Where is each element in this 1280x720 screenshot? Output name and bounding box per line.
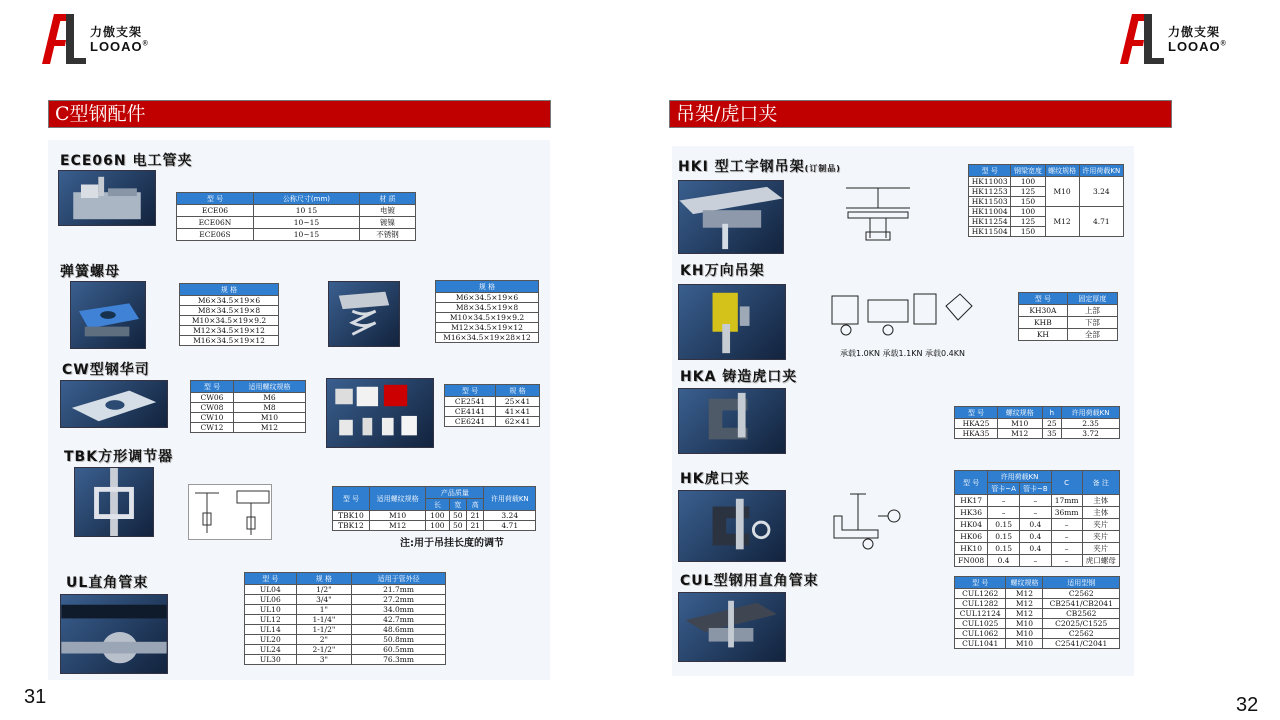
table-row — [180, 336, 279, 346]
cell: 4.71 — [1079, 207, 1123, 237]
tbk-note: 注:用于吊挂长度的调节 — [400, 538, 504, 549]
cw-title: CW型钢华司 — [62, 362, 150, 378]
cell: 25×41 — [496, 397, 540, 407]
cell: KHB — [1019, 317, 1068, 329]
cell: CW10 — [191, 413, 234, 423]
table-row — [969, 207, 1124, 217]
section-title-right: 吊架/虎口夹 — [669, 100, 1172, 128]
table-row — [177, 217, 416, 229]
table-row — [955, 555, 1120, 567]
cell: 上部 — [1067, 305, 1117, 317]
cell: M10×34.5×19×9.2 — [180, 316, 279, 326]
table-row — [177, 205, 416, 217]
table-row — [191, 403, 306, 413]
cell: – — [988, 495, 1020, 507]
cell: M12 — [369, 521, 425, 531]
cell: M10 — [1006, 619, 1043, 629]
table-row — [955, 519, 1120, 531]
cell: M16×34.5×19×12 — [180, 336, 279, 346]
kh-photo — [678, 284, 786, 360]
cell: M10×34.5×19×9.2 — [436, 313, 539, 323]
cell: HK11503 — [969, 197, 1011, 207]
cell: 3.24 — [1079, 177, 1123, 207]
cul-header: 适用型钢 — [1043, 577, 1120, 589]
cw-photo — [60, 380, 168, 428]
cell: UL14 — [245, 625, 297, 635]
cell: – — [988, 507, 1020, 519]
table-row — [180, 316, 279, 326]
cell: 21 — [467, 511, 484, 521]
cw-table — [190, 380, 306, 433]
cell: C2562 — [1043, 629, 1120, 639]
cell: M10 — [1006, 629, 1043, 639]
cell: – — [1051, 531, 1082, 543]
cell: 不锈钢 — [360, 229, 416, 241]
table-row — [445, 407, 540, 417]
cell: M12×34.5×19×12 — [180, 326, 279, 336]
hki-title — [678, 156, 841, 176]
table-row — [1019, 317, 1118, 329]
cell: 夹片 — [1082, 543, 1120, 555]
ce-table — [444, 384, 540, 427]
cell: TBK10 — [333, 511, 370, 521]
cell: C2562 — [1043, 589, 1120, 599]
table-row — [955, 629, 1120, 639]
cell: 1-1/4" — [296, 615, 352, 625]
cell: M12 — [1006, 599, 1043, 609]
kh-title: KH万向吊架 — [680, 263, 765, 279]
cell: 2-1/2" — [296, 645, 352, 655]
cell: 48.6mm — [352, 625, 446, 635]
ce-header: 规 格 — [496, 385, 540, 397]
cell: 3/4" — [296, 595, 352, 605]
cell: CE6241 — [445, 417, 496, 427]
tbk-header: 宽 — [449, 499, 466, 511]
logo-mark-icon — [40, 12, 88, 66]
table-row — [955, 531, 1120, 543]
cell: M12 — [1045, 207, 1079, 237]
cell: 0.4 — [988, 555, 1020, 567]
logo-left — [40, 12, 149, 66]
cell: 10~15 — [253, 229, 359, 241]
table-row — [191, 413, 306, 423]
cell: 35 — [1042, 429, 1062, 439]
spring-table-2 — [435, 280, 539, 343]
ce-header: 型 号 — [445, 385, 496, 397]
cell: HK11003 — [969, 177, 1011, 187]
hk-header: C — [1051, 471, 1082, 495]
ece-table — [176, 192, 416, 241]
cell: 25 — [1042, 419, 1062, 429]
table-row — [180, 326, 279, 336]
table-row — [333, 511, 536, 521]
cell: TBK12 — [333, 521, 370, 531]
cell: 34.0mm — [352, 605, 446, 615]
hki-title-text: HKI 型工字钢吊架 — [678, 159, 805, 175]
cell: 100 — [426, 511, 449, 521]
cell: – — [1019, 555, 1051, 567]
cell: CE4141 — [445, 407, 496, 417]
cell: 42.7mm — [352, 615, 446, 625]
tbk-header: 适用螺纹规格 — [369, 487, 425, 511]
cell: M6 — [233, 393, 305, 403]
hka-header: 螺纹规格 — [997, 407, 1042, 419]
logo-mark-icon — [1118, 12, 1166, 66]
cell: C2025/C1525 — [1043, 619, 1120, 629]
catalog-panel-right — [672, 146, 1134, 676]
table-row — [969, 177, 1124, 187]
spring-header: 规 格 — [180, 284, 279, 296]
cell: CW08 — [191, 403, 234, 413]
cell: 36mm — [1051, 507, 1082, 519]
cell: M12×34.5×19×12 — [436, 323, 539, 333]
cell: M6×34.5×19×6 — [180, 296, 279, 306]
cell: CW06 — [191, 393, 234, 403]
cell: 镀镍 — [360, 217, 416, 229]
cell: HK06 — [955, 531, 988, 543]
spring-table-1 — [179, 283, 279, 346]
cell: 10~15 — [253, 217, 359, 229]
cell: 夹片 — [1082, 531, 1120, 543]
cul-header: 螺纹规格 — [1006, 577, 1043, 589]
cell: 2" — [296, 635, 352, 645]
cell: ECE06S — [177, 229, 254, 241]
cell: 1/2" — [296, 585, 352, 595]
cell: CUL1062 — [955, 629, 1006, 639]
hk-header: 管卡~B — [1019, 483, 1051, 495]
table-row — [245, 625, 446, 635]
tbk-header: 产品质量 — [426, 487, 484, 499]
cul-table — [954, 576, 1120, 649]
cell: HK11004 — [969, 207, 1011, 217]
table-row — [955, 419, 1120, 429]
table-row — [245, 585, 446, 595]
ul-header: 适用于管外径 — [352, 573, 446, 585]
cell: 76.3mm — [352, 655, 446, 665]
cell: UL12 — [245, 615, 297, 625]
table-row — [436, 303, 539, 313]
cell: 27.2mm — [352, 595, 446, 605]
hki-header: 型 号 — [969, 165, 1011, 177]
tbk-title: TBK方形调节器 — [64, 449, 174, 465]
table-row — [436, 313, 539, 323]
spring-photo-2 — [328, 281, 400, 347]
logo-cn: 力傲支架 — [1168, 24, 1221, 39]
table-row — [436, 293, 539, 303]
logo-reg: ® — [142, 40, 149, 48]
hki-header: 钢梁宽度 — [1011, 165, 1045, 177]
table-row — [955, 639, 1120, 649]
cell: HK17 — [955, 495, 988, 507]
cell: 0.4 — [1019, 531, 1051, 543]
cul-header: 型 号 — [955, 577, 1006, 589]
cell: HK11253 — [969, 187, 1011, 197]
hka-table — [954, 406, 1120, 439]
table-row — [245, 635, 446, 645]
cell: UL04 — [245, 585, 297, 595]
cell: FN008 — [955, 555, 988, 567]
cell: M12 — [1006, 589, 1043, 599]
cell: UL06 — [245, 595, 297, 605]
cell: 17mm — [1051, 495, 1082, 507]
cell: 125 — [1011, 187, 1045, 197]
table-row — [445, 397, 540, 407]
cell: 主体 — [1082, 507, 1120, 519]
cell: HKA25 — [955, 419, 998, 429]
spring-header: 规 格 — [436, 281, 539, 293]
cell: HK36 — [955, 507, 988, 519]
cell: UL24 — [245, 645, 297, 655]
hki-header: 螺纹规格 — [1045, 165, 1079, 177]
cell: 4.71 — [484, 521, 536, 531]
cell: 0.4 — [1019, 519, 1051, 531]
cell: 2.35 — [1062, 419, 1120, 429]
cell: HK04 — [955, 519, 988, 531]
ece-title: ECE06N 电工管夹 — [60, 153, 193, 169]
hka-title: HKA 铸造虎口夹 — [680, 369, 798, 385]
cell: 下部 — [1067, 317, 1117, 329]
hki-drawing — [836, 182, 920, 254]
cell: 3" — [296, 655, 352, 665]
table-row — [180, 296, 279, 306]
kh-header: 型 号 — [1019, 293, 1068, 305]
cell: UL20 — [245, 635, 297, 645]
cell: 1" — [296, 605, 352, 615]
cell: 0.4 — [1019, 543, 1051, 555]
spring-photo — [70, 281, 146, 349]
catalog-panel-left — [48, 140, 550, 680]
tbk-header: 长 — [426, 499, 449, 511]
tbk-header: 高 — [467, 499, 484, 511]
cell: 100 — [1011, 207, 1045, 217]
cell: CB2562 — [1043, 609, 1120, 619]
cell: M6×34.5×19×6 — [436, 293, 539, 303]
cell: 3.72 — [1062, 429, 1120, 439]
cell: M10 — [997, 419, 1042, 429]
cell: 0.15 — [988, 543, 1020, 555]
cell: CE2541 — [445, 397, 496, 407]
hk-photo — [678, 490, 786, 562]
logo-right — [1118, 12, 1227, 66]
table-row — [245, 655, 446, 665]
cell: CUL1041 — [955, 639, 1006, 649]
table-row — [436, 323, 539, 333]
table-row — [245, 605, 446, 615]
cell: ECE06N — [177, 217, 254, 229]
ul-table — [244, 572, 446, 665]
cell: 夹片 — [1082, 519, 1120, 531]
cell: M16×34.5×19×28×12 — [436, 333, 539, 343]
ce-photo — [326, 378, 434, 448]
cell: 21 — [467, 521, 484, 531]
cell: HK11254 — [969, 217, 1011, 227]
ul-photo — [60, 594, 168, 674]
cell: M12 — [997, 429, 1042, 439]
section-title-left: C型钢配件 — [48, 100, 551, 128]
cell: – — [1051, 543, 1082, 555]
table-row — [191, 393, 306, 403]
table-row — [955, 543, 1120, 555]
cell: 50.8mm — [352, 635, 446, 645]
tbk-header: 型 号 — [333, 487, 370, 511]
hki-header: 许用荷载KN — [1079, 165, 1123, 177]
table-row — [955, 429, 1120, 439]
ece-header: 材 质 — [360, 193, 416, 205]
cell: – — [1019, 507, 1051, 519]
table-row — [333, 521, 536, 531]
cell: 150 — [1011, 227, 1045, 237]
cell: 100 — [426, 521, 449, 531]
table-row — [191, 423, 306, 433]
cell: M12 — [1006, 609, 1043, 619]
cell: 125 — [1011, 217, 1045, 227]
tbk-header: 许用荷载KN — [484, 487, 536, 511]
cell: M10 — [1006, 639, 1043, 649]
cw-header: 适用螺纹规格 — [233, 381, 305, 393]
cell: 1-1/2" — [296, 625, 352, 635]
cell: 60.5mm — [352, 645, 446, 655]
cell: KH30A — [1019, 305, 1068, 317]
cell: – — [1051, 519, 1082, 531]
page-number-right: 32 — [1236, 694, 1259, 716]
table-row — [955, 507, 1120, 519]
hka-header: 型 号 — [955, 407, 998, 419]
cell: UL30 — [245, 655, 297, 665]
kh-header: 固定厚度 — [1067, 293, 1117, 305]
cell: CUL1262 — [955, 589, 1006, 599]
cell: 50 — [449, 511, 466, 521]
kh-caption: 承载1.0KN 承载1.1KN 承载0.4KN — [840, 349, 965, 358]
cell: 电镀 — [360, 205, 416, 217]
cell: CB2541/CB2041 — [1043, 599, 1120, 609]
ece-header: 型 号 — [177, 193, 254, 205]
cell: 3.24 — [484, 511, 536, 521]
cell: CUL1282 — [955, 599, 1006, 609]
cell: M10 — [1045, 177, 1079, 207]
cell: M10 — [369, 511, 425, 521]
cell: C2541/C2041 — [1043, 639, 1120, 649]
cell: M8×34.5×19×8 — [436, 303, 539, 313]
cell: CUL12124 — [955, 609, 1006, 619]
kh-drawing — [828, 286, 978, 344]
table-row — [436, 333, 539, 343]
kh-table — [1018, 292, 1118, 341]
table-row — [955, 619, 1120, 629]
hk-title: HK虎口夹 — [680, 471, 750, 487]
logo-en: LOOAO — [1168, 38, 1221, 54]
cell: 0.15 — [988, 519, 1020, 531]
cw-header: 型 号 — [191, 381, 234, 393]
cell: KH — [1019, 329, 1068, 341]
page-number-left: 31 — [24, 686, 47, 708]
hka-header: h — [1042, 407, 1062, 419]
table-row — [180, 306, 279, 316]
table-row — [245, 595, 446, 605]
table-row — [177, 229, 416, 241]
cell: M8 — [233, 403, 305, 413]
cell: 10 15 — [253, 205, 359, 217]
table-row — [445, 417, 540, 427]
tbk-photo — [74, 467, 154, 537]
ul-header: 型 号 — [245, 573, 297, 585]
hk-header: 管卡~A — [988, 483, 1020, 495]
hki-photo — [678, 180, 784, 254]
logo-en: LOOAO — [90, 38, 143, 54]
cell: HK11504 — [969, 227, 1011, 237]
hk-header: 许用荷载KN — [988, 471, 1051, 483]
hk-table — [954, 470, 1120, 567]
tbk-drawing — [188, 484, 272, 540]
spring-title: 弹簧螺母 — [60, 264, 120, 280]
cell: 虎口螺母 — [1082, 555, 1120, 567]
tbk-table — [332, 486, 536, 531]
cell: M8×34.5×19×8 — [180, 306, 279, 316]
cell: 全部 — [1067, 329, 1117, 341]
ece-photo — [58, 170, 156, 226]
cell: 150 — [1011, 197, 1045, 207]
cell: 0.15 — [988, 531, 1020, 543]
table-row — [955, 589, 1120, 599]
cell: HKA35 — [955, 429, 998, 439]
table-row — [1019, 305, 1118, 317]
ece-header: 公称尺寸(mm) — [253, 193, 359, 205]
hki-title-sub: (订制品) — [804, 164, 841, 173]
cell: 62×41 — [496, 417, 540, 427]
cell: ECE06 — [177, 205, 254, 217]
cul-photo — [678, 592, 786, 662]
cell: CUL1025 — [955, 619, 1006, 629]
table-row — [1019, 329, 1118, 341]
cell: – — [1051, 555, 1082, 567]
table-row — [955, 609, 1120, 619]
cell: M12 — [233, 423, 305, 433]
hk-header: 备 注 — [1082, 471, 1120, 495]
cell: 50 — [449, 521, 466, 531]
logo-cn: 力傲支架 — [90, 24, 143, 39]
table-row — [955, 599, 1120, 609]
hki-table — [968, 164, 1124, 237]
cul-title: CUL型钢用直角管束 — [680, 573, 819, 589]
hka-header: 许用荷载KN — [1062, 407, 1120, 419]
cell: UL10 — [245, 605, 297, 615]
table-row — [245, 615, 446, 625]
cell: CW12 — [191, 423, 234, 433]
ul-title: UL直角管束 — [66, 575, 149, 591]
cell: HK10 — [955, 543, 988, 555]
cell: 主体 — [1082, 495, 1120, 507]
hka-photo — [678, 388, 786, 454]
table-row — [955, 495, 1120, 507]
cell: 100 — [1011, 177, 1045, 187]
cell: M10 — [233, 413, 305, 423]
logo-reg: ® — [1220, 40, 1227, 48]
hk-header: 型 号 — [955, 471, 988, 495]
cell: 21.7mm — [352, 585, 446, 595]
ul-header: 规 格 — [296, 573, 352, 585]
hk-drawing — [828, 486, 912, 558]
cell: – — [1019, 495, 1051, 507]
cell: 41×41 — [496, 407, 540, 417]
table-row — [245, 645, 446, 655]
